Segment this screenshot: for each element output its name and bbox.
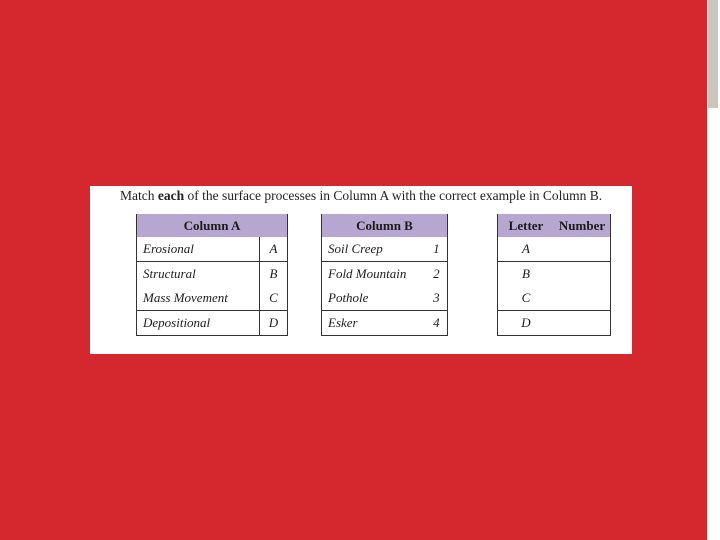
column-b-item: Fold Mountain bbox=[322, 262, 426, 287]
scroll-accent bbox=[708, 0, 718, 108]
answer-number-cell[interactable] bbox=[554, 262, 611, 287]
column-b-header: Column B bbox=[322, 214, 448, 237]
column-a-key: B bbox=[259, 262, 287, 287]
column-b-item: Soil Creep bbox=[322, 237, 426, 262]
column-a-table bbox=[136, 214, 288, 336]
column-b-key: 1 bbox=[426, 237, 448, 262]
column-b-key: 3 bbox=[426, 286, 448, 311]
column-a-header: Column A bbox=[137, 214, 288, 237]
column-a-item: Erosional bbox=[137, 237, 260, 262]
column-a-item: Depositional bbox=[137, 311, 260, 336]
answer-number-cell[interactable] bbox=[554, 286, 611, 311]
column-a-item: Structural bbox=[137, 262, 260, 287]
answer-letter: D bbox=[498, 311, 555, 336]
column-b-key: 4 bbox=[426, 311, 448, 336]
column-b-item: Esker bbox=[322, 311, 426, 336]
column-b-table bbox=[321, 214, 448, 336]
answer-header-number: Number bbox=[554, 214, 611, 237]
column-b-item: Pothole bbox=[322, 286, 426, 311]
instruction-text: Match each of the surface processes in Column A with the correct example in Column B. bbox=[120, 188, 603, 203]
column-a-item: Mass Movement bbox=[137, 286, 260, 311]
right-edge-strip bbox=[707, 0, 720, 540]
column-a-key: D bbox=[259, 311, 287, 336]
answer-table bbox=[497, 214, 611, 336]
answer-header-letter: Letter bbox=[498, 214, 555, 237]
column-b-key: 2 bbox=[426, 262, 448, 287]
question-card bbox=[90, 186, 632, 354]
answer-number-cell[interactable] bbox=[554, 237, 611, 262]
column-a-key: C bbox=[259, 286, 287, 311]
answer-letter: A bbox=[498, 237, 555, 262]
answer-letter: B bbox=[498, 262, 555, 287]
answer-letter: C bbox=[498, 286, 555, 311]
column-a-key: A bbox=[259, 237, 287, 262]
answer-number-cell[interactable] bbox=[554, 311, 611, 336]
